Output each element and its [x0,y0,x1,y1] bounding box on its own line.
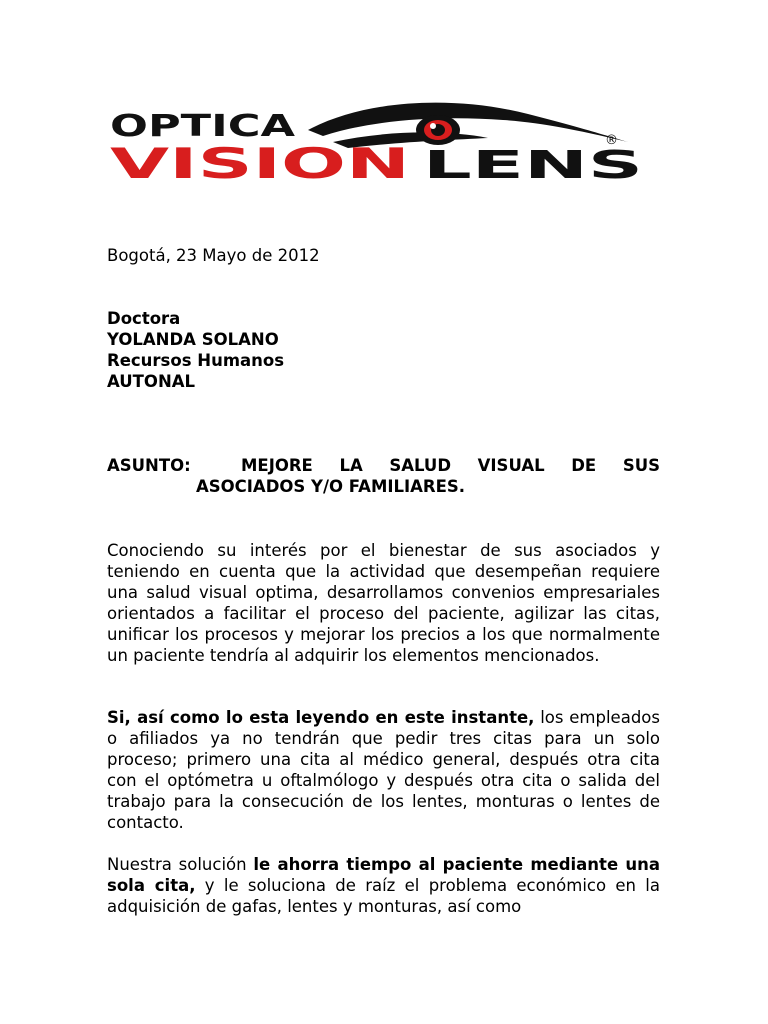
paragraph-2 [107,707,660,833]
logo-trademark: ® [605,133,618,148]
subject-label: ASUNTO: [107,456,191,475]
logo-word-vision: VISION [110,139,410,182]
letter-date: Bogotá, 23 Mayo de 2012 [107,246,320,265]
paragraph-2-bold: Si, así como lo esta leyendo en este instante, [107,708,535,727]
paragraph-3-text-1: Nuestra solución [107,855,254,874]
recipient-company: AUTONAL [107,372,196,391]
paragraph-3-bold: le ahorra tiempo al paciente mediante una sola cita, [107,855,661,895]
recipient-department: Recursos Humanos [107,351,285,370]
paragraph-2-text: los empleados o afiliados ya no tendrán que pedir tres citas para un solo proceso; primero una cita al médico general, después otra cita con el optómetra u oftalmólogo y después otra cita o salida del trabajo para la consecución de los lentes, monturas o lentes de contacto. [107,708,660,832]
recipient-name: YOLANDA SOLANO [107,330,279,349]
subject-line-1: MEJORE LA SALUD VISUAL DE SUS [241,456,660,475]
paragraph-3 [107,854,660,917]
paragraph-3-text-2: y le soluciona de raíz el problema económico en la adquisición de gafas, lentes y monturas, así como [107,876,660,916]
paragraph-1: Conociendo su interés por el bienestar de sus asociados y teniendo en cuenta que la actividad que desempeñan requiere una salud visual optima, desarrollamos convenios empresariales orientados a facilitar el proceso del paciente, agilizar las citas, unificar los procesos y mejorar los precios a los que normalmente un paciente tendría al adquirir los elementos mencionados. [107,541,660,665]
logo-word-top: OPTICA [110,109,297,144]
recipient-title: Doctora [107,309,181,328]
logo-word-lens: LENS [423,143,643,182]
recipient-block [107,308,660,392]
subject-block [107,455,660,497]
subject-line-2: ASOCIADOS Y/O FAMILIARES. [196,477,466,496]
optica-vision-lens-logo [108,100,648,182]
